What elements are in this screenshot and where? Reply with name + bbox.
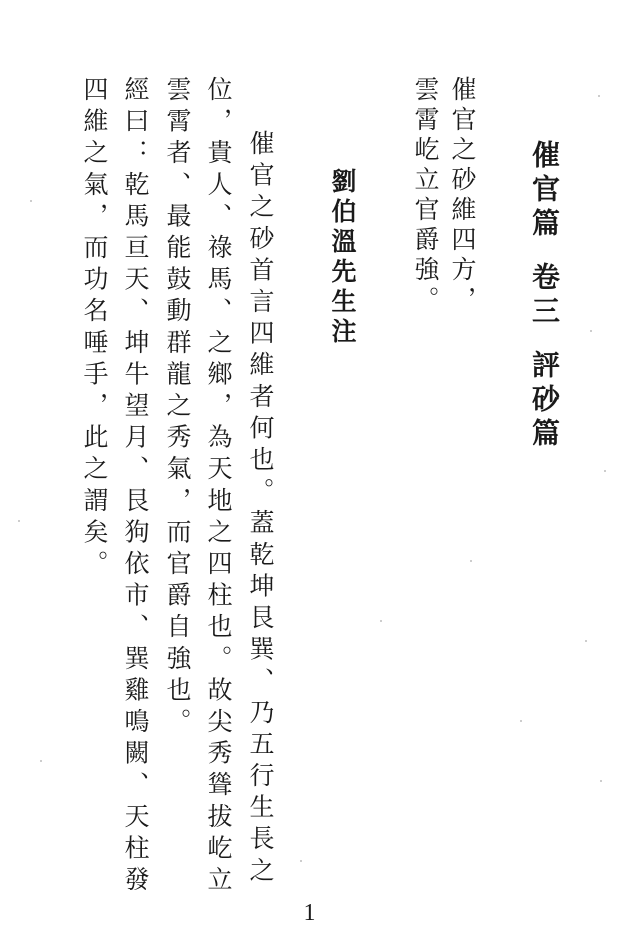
scan-speck	[300, 860, 302, 862]
scan-speck	[520, 720, 522, 722]
scan-speck	[30, 200, 32, 202]
annotator-credit: 劉伯溫先生注	[328, 168, 357, 348]
volume-label: 卷三	[528, 262, 561, 330]
scan-speck	[590, 330, 592, 332]
scan-speck	[380, 620, 382, 622]
commentary-line-1: 催官之砂首言四維者何也。蓋乾坤艮巽、乃五行生長之	[246, 130, 275, 889]
scan-speck	[18, 520, 20, 522]
chapter-title: 催官篇	[528, 140, 561, 242]
scan-speck	[40, 760, 42, 762]
commentary-line-3: 雲霄者、最能鼓動群龍之秀氣，而官爵自強也。	[163, 76, 192, 740]
verse-line-1: 催官之砂維四方，	[448, 76, 477, 316]
section-title: 評砂篇	[528, 350, 561, 452]
commentary-line-2: 位，貴人、祿馬、之鄉，為天地之四柱也。故尖秀聳拔屹立	[204, 76, 233, 898]
scan-speck	[585, 640, 587, 642]
scan-speck	[604, 470, 606, 472]
commentary-line-4: 經曰：乾馬亘天、坤牛望月、艮狗依市、巽雞鳴闕、天柱發	[121, 76, 150, 898]
scan-speck	[470, 560, 472, 562]
commentary-line-5: 四維之氣，而功名唾手，此之謂矣。	[80, 76, 109, 582]
page-number: 1	[303, 900, 316, 926]
scan-speck	[598, 95, 600, 97]
chapter-title-column	[528, 140, 561, 452]
scan-speck	[600, 780, 602, 782]
verse-line-2: 雲霄屹立官爵強。	[411, 76, 440, 316]
